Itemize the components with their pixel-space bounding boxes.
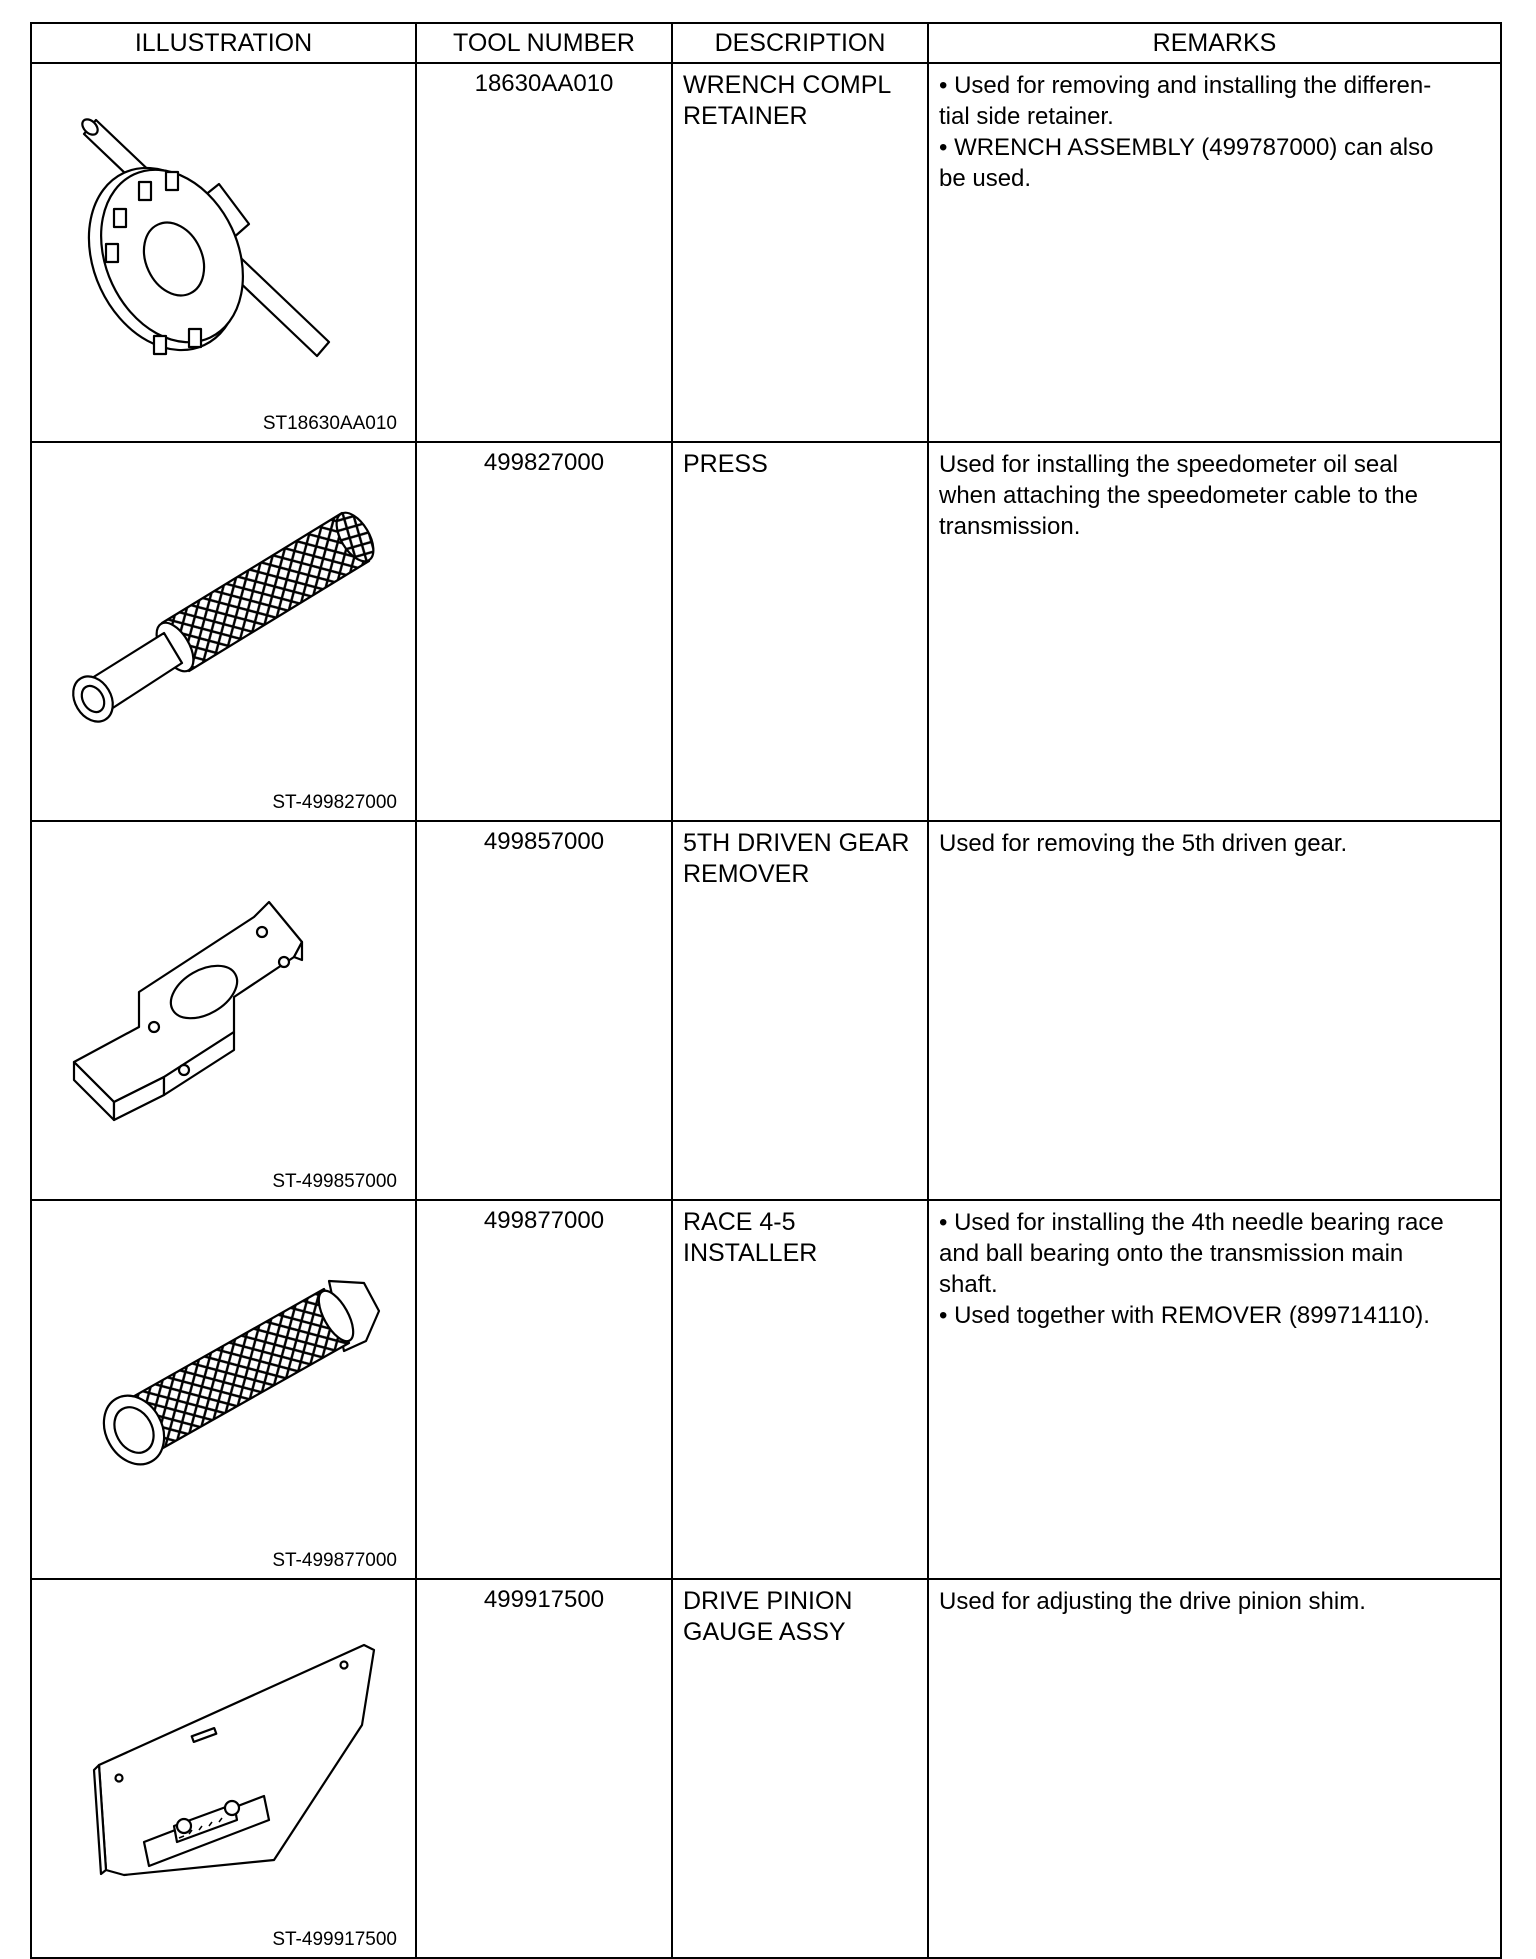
- header-row: [31, 23, 1501, 63]
- tool-number-cell: 499877000: [416, 1200, 672, 1579]
- remarks-line: Used for adjusting the drive pinion shim.: [939, 1588, 1366, 1615]
- illustration-cell: [31, 442, 416, 821]
- description-line: PRESS: [683, 450, 768, 478]
- description-cell: [672, 63, 928, 442]
- table-row: [31, 63, 1501, 442]
- header-remarks: REMARKS: [928, 23, 1501, 63]
- remarks-line: transmission.: [939, 513, 1081, 540]
- table-row: [31, 1200, 1501, 1579]
- remarks-line: Used for installing the speedometer oil seal: [939, 451, 1398, 478]
- illustration-cell: [31, 63, 416, 442]
- description-cell: [672, 821, 928, 1200]
- header-tool-number: TOOL NUMBER: [416, 23, 672, 63]
- remarks-line: • WRENCH ASSEMBLY (499787000) can also: [939, 134, 1434, 161]
- description-line: INSTALLER: [683, 1239, 818, 1267]
- description-line: 5TH DRIVEN GEAR: [683, 829, 910, 857]
- description-line: RETAINER: [683, 102, 808, 130]
- illustration-code: ST-499917500: [272, 1929, 397, 1950]
- illustration-cell: [31, 1200, 416, 1579]
- remarks-line: • Used together with REMOVER (899714110).: [939, 1302, 1430, 1329]
- illustration-code: ST-499877000: [272, 1550, 397, 1571]
- description-cell: [672, 1200, 928, 1579]
- remarks-cell: [928, 63, 1501, 442]
- table-row: [31, 1579, 1501, 1958]
- remarks-cell: [928, 821, 1501, 1200]
- remarks-line: when attaching the speedometer cable to the: [939, 482, 1418, 509]
- illustration-code: ST-499857000: [272, 1171, 397, 1192]
- description-line: REMOVER: [683, 860, 810, 888]
- tool-number-cell: 18630AA010: [416, 63, 672, 442]
- header-description: DESCRIPTION: [672, 23, 928, 63]
- tool-number-cell: 499827000: [416, 442, 672, 821]
- remarks-cell: [928, 442, 1501, 821]
- special-tools-table: [30, 22, 1502, 1959]
- press-tool-icon: [44, 453, 404, 773]
- table-row: [31, 442, 1501, 821]
- remarks-line: • Used for installing the 4th needle bearing race: [939, 1209, 1444, 1236]
- remarks-line: tial side retainer.: [939, 103, 1114, 130]
- remarks-cell: [928, 1579, 1501, 1958]
- remarks-line: be used.: [939, 165, 1032, 192]
- table-row: [31, 821, 1501, 1200]
- pinion-gauge-icon: [44, 1590, 404, 1910]
- description-cell: [672, 1579, 928, 1958]
- description-cell: [672, 442, 928, 821]
- tool-number-cell: 499857000: [416, 821, 672, 1200]
- illustration-code: ST-499827000: [272, 792, 397, 813]
- description-line: WRENCH COMPL: [683, 71, 892, 99]
- header-illustration: ILLUSTRATION: [31, 23, 416, 63]
- illustration-code: ST18630AA010: [262, 413, 397, 434]
- description-line: DRIVE PINION: [683, 1587, 853, 1615]
- remarks-line: • Used for removing and installing the differen-: [939, 72, 1432, 99]
- description-line: GAUGE ASSY: [683, 1618, 846, 1646]
- illustration-cell: [31, 1579, 416, 1958]
- race-installer-icon: [44, 1211, 404, 1531]
- remarks-line: Used for removing the 5th driven gear.: [939, 830, 1348, 857]
- remarks-cell: [928, 1200, 1501, 1579]
- gear-remover-icon: [44, 832, 404, 1152]
- retainer-wrench-icon: [44, 74, 404, 394]
- remarks-line: and ball bearing onto the transmission main: [939, 1240, 1404, 1267]
- remarks-line: shaft.: [939, 1271, 998, 1298]
- tool-number-cell: 499917500: [416, 1579, 672, 1958]
- illustration-cell: [31, 821, 416, 1200]
- description-line: RACE 4-5: [683, 1208, 796, 1236]
